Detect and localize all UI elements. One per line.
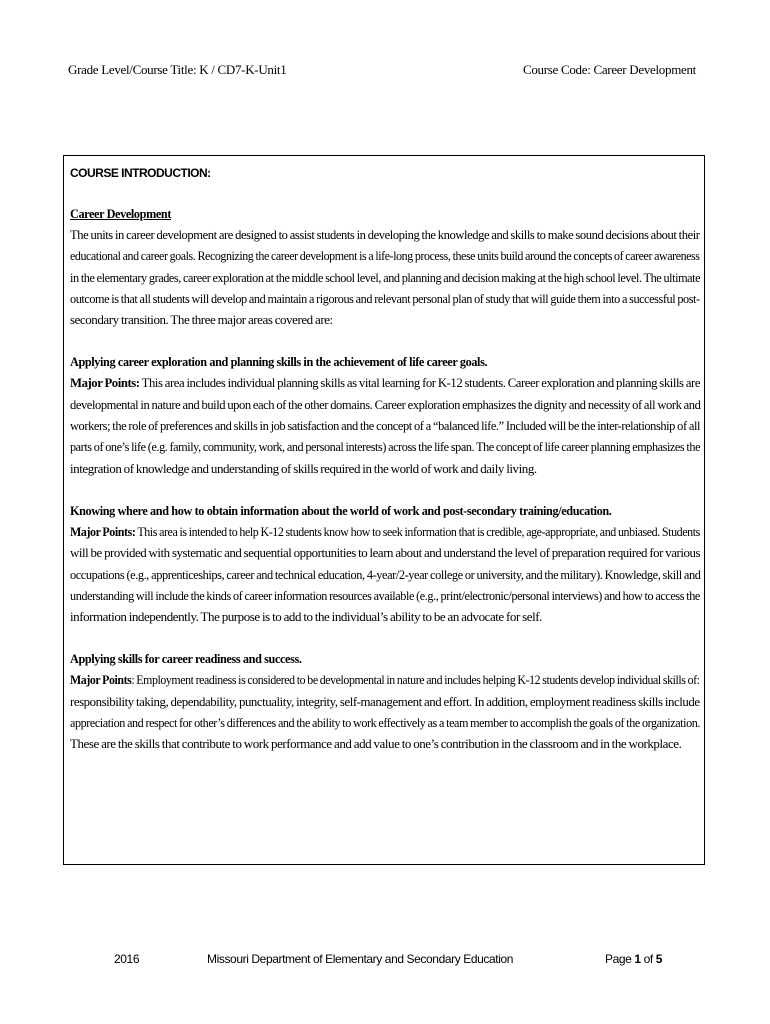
paragraph-text: This area is intended to help K-12 students know how to seek information that is credible, age-appropriate, and unbiased. Students <box>135 523 700 539</box>
section-exploration-planning: Applying career exploration and planning skills in the achievement of life career goals. Major Points: This area includes individual planning skills as vital learning for K-12 students. Career exploration and planning skills are developmental in nature and build upon each of the other domains. Career exploration emphasizes the dignity and necessity of all work and workers; the role of preferences and skills in job satisfaction and the concept of a “balanced life.” Included will be the inter-relationship of all parts of one’s life (e.g. family, community, work, and personal interests) across the life span. The concept of life career planning emphasizes the integration of knowledge and understanding of skills required in the world of work and daily living. <box>70 351 698 478</box>
major-points-label: Major Points: <box>70 375 140 391</box>
footer-department: Missouri Department of Elementary and Secondary Education <box>207 952 514 966</box>
page-mid: of <box>640 952 656 966</box>
paragraph-text: This area includes individual planning skills as vital learning for K-12 students. Career exploration and planning skills are <box>139 375 701 391</box>
section-information-sources: Knowing where and how to obtain information about the world of work and post-secondary training/education. Major Points: This area is intended to help K-12 students know how to seek information that is credible, age-appropriate, and unbiased. Students will be provided with systematic and sequential opportunities to learn about and understand the level of preparation required for various occupations (e.g., apprenticeships, career and technical education, 4-year/2-year college or university, and the military). Knowledge, skill and understanding will include the kinds of career information resources available (e.g., print/electronic/personal interviews) and how to access the information independently. The purpose is to add to the individual’s ability to be an advocate for self. <box>70 500 698 627</box>
section-paragraph: Major Points: This area includes individual planning skills as vital learning for K-12 students. Career exploration and planning skills are developmental in nature and build upon each of the other domains. Career exploration emphasizes the dignity and necessity of all work and workers; the role of preferences and skills in job satisfaction and the concept of a “balanced life.” Included will be the inter-relationship of all parts of one’s life (e.g. family, community, work, and personal interests) across the life span. The concept of life career planning emphasizes the integration of knowledge and understanding of skills required in the world of work and daily living. <box>70 375 701 476</box>
page-prefix: Page <box>605 952 635 966</box>
major-points-label: Major Points <box>70 672 132 688</box>
header-course-code: Course Code: Career Development <box>522 62 696 77</box>
section-career-readiness: Applying skills for career readiness and success. Major Points: Employment readiness is considered to be developmental in nature and includes helping K-12 students develop individual skills of: responsibility taking, dependability, punctuality, integrity, self-management and effort. In addition, employment readiness skills include appreciation and respect for other’s differences and the ability to work effectively as a team member to accomplish the goals of the organization. These are the skills that contribute to work performance and add value to one’s contribution in the classroom and in the workplace. <box>70 648 698 754</box>
intro-heading: COURSE INTRODUCTION: <box>70 166 211 180</box>
paragraph-text: : Employment readiness is considered to be developmental in nature and includes helping K-12 students develop individual skills of: <box>131 672 700 688</box>
header-course-title: Grade Level/Course Title: K / CD7-K-Unit1 <box>68 62 287 77</box>
section-paragraph: Major Points: Employment readiness is considered to be developmental in nature and includes helping K-12 students develop individual skills of: responsibility taking, dependability, punctuality, integrity, self-management and effort. In addition, employment readiness skills include appreciation and respect for other’s differences and the ability to work effectively as a team member to accomplish the goals of the organization. These are the skills that contribute to work performance and add value to one’s contribution in the classroom and in the workplace. <box>70 672 700 752</box>
section-paragraph: Major Points: This area is intended to help K-12 students know how to seek information that is credible, age-appropriate, and unbiased. Students will be provided with systematic and sequential opportunities to learn about and understand the level of preparation required for various occupations (e.g., apprenticeships, career and technical education, 4-year/2-year college or university, and the military). Knowledge, skill and understanding will include the kinds of career information resources available (e.g., print/electronic/personal interviews) and how to access the information independently. The purpose is to add to the individual’s ability to be an advocate for self. <box>70 523 701 625</box>
major-points-label: Major Points: <box>70 523 136 539</box>
footer-page-number <box>605 952 662 966</box>
career-development-paragraph: The units in career development are designed to assist students in developing the knowledge and skills to make sound decisions about their educational and career goals. Recognizing the career development is a life-long process, these units build around the concepts of career awareness in the elementary grades, career exploration at the middle school level, and planning and decision making at the high school level. The ultimate outcome is that all students will develop and maintain a rigorous and relevant personal plan of study that will guide them into a successful post- secondary transition. The three major areas covered are: <box>70 227 701 328</box>
page-total: 5 <box>655 952 663 966</box>
footer-year: 2016 <box>114 952 140 966</box>
course-introduction-box <box>63 155 705 865</box>
page-current: 1 <box>634 952 641 966</box>
career-development-block: Career Development The units in career development are designed to assist students in developing the knowledge and skills to make sound decisions about their educational and career goals. Recognizing the career development is a life-long process, these units build around the concepts of career awareness in the elementary grades, career exploration at the middle school level, and planning and decision making at the high school level. The ultimate outcome is that all students will develop and maintain a rigorous and relevant personal plan of study that will guide them into a successful post- secondary transition. The three major areas covered are: <box>70 203 698 330</box>
